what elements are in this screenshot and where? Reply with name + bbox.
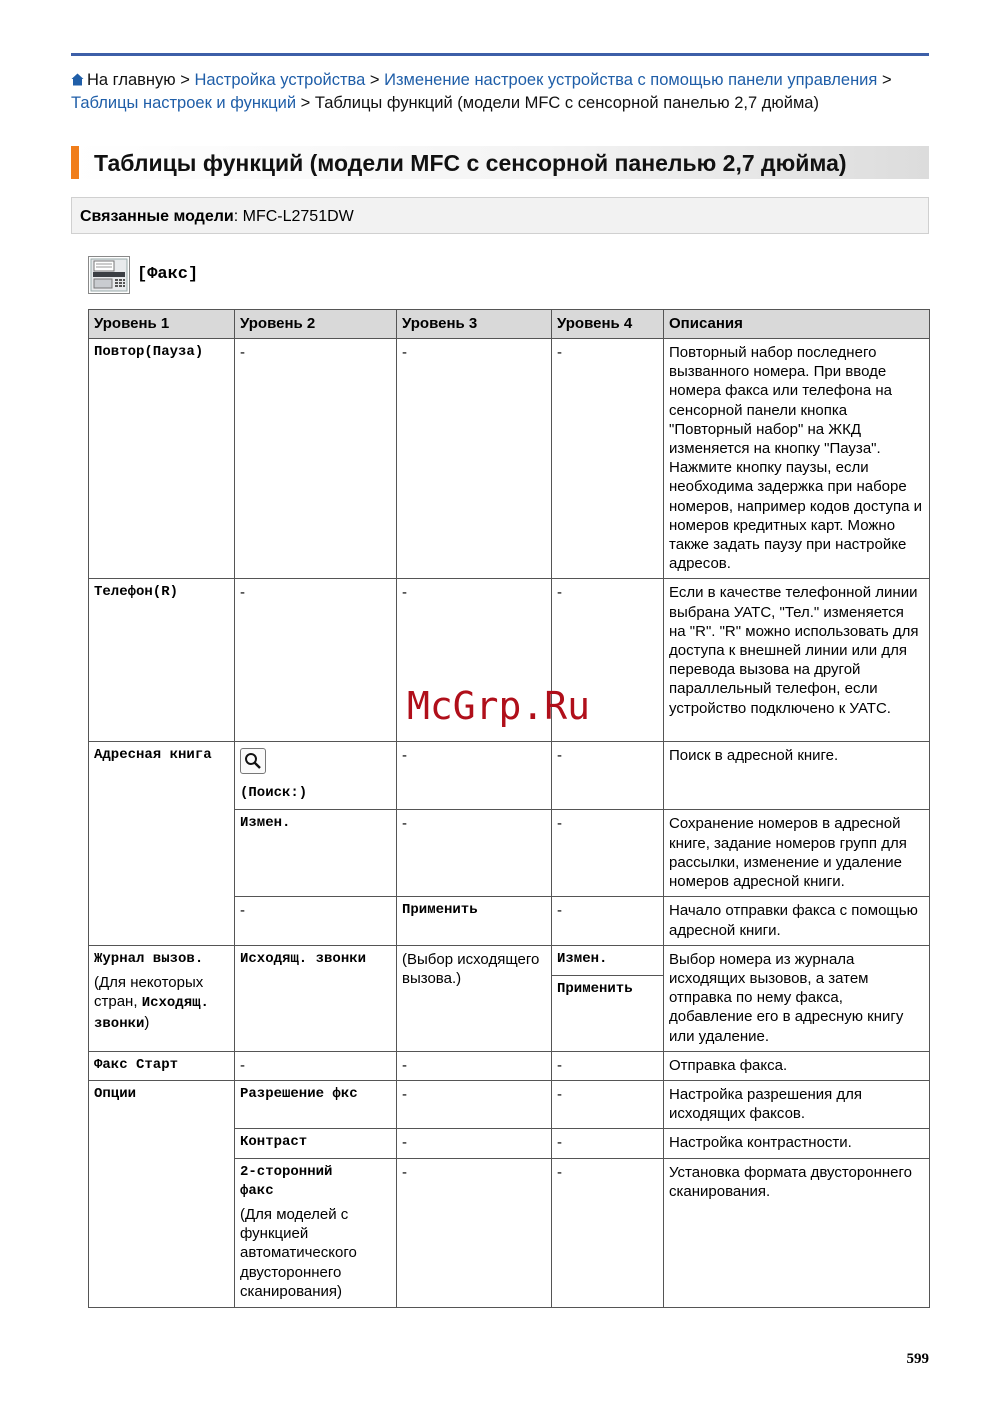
cell-dash: - — [552, 742, 664, 810]
cell-description: Установка формата двустороннего сканирования. — [664, 1158, 930, 1307]
cell-options: Опции — [89, 1081, 235, 1308]
page-number: 599 — [906, 1351, 929, 1367]
table-row — [89, 339, 930, 579]
call-log-edit: Измен. — [552, 946, 663, 976]
watermark: McGrp.Ru — [407, 684, 591, 728]
cell-duplex-fax — [235, 1158, 397, 1307]
fax-icon — [88, 256, 130, 299]
cell-description: Если в качестве телефонной линии выбрана УАТС, "Тел." изменяется на "R". "R" можно использовать для доступа к внешней линии или для перевода вызова на другой параллельный телефон, если устройство подключено к УАТС. — [664, 579, 930, 742]
cell-dash: - — [397, 1081, 552, 1129]
table-row — [89, 945, 930, 1051]
breadcrumb-separator: > — [180, 71, 190, 89]
cell-fax-resolution: Разрешение фкс — [235, 1081, 397, 1129]
call-log-note-mono: Исходящ. звонки — [94, 995, 209, 1033]
cell-dash: - — [552, 897, 664, 945]
cell-call-log-level4 — [552, 945, 664, 1051]
cell-apply: Применить — [397, 897, 552, 945]
cell-dash: - — [235, 897, 397, 945]
cell-dash: - — [397, 579, 552, 742]
breadcrumb-separator: > — [369, 71, 380, 89]
breadcrumb-home[interactable]: На главную — [87, 71, 176, 89]
cell-call-log — [89, 945, 235, 1051]
related-models — [71, 197, 929, 234]
call-log-label: Журнал вызов. — [94, 950, 204, 967]
header-level-4: Уровень 4 — [552, 310, 664, 339]
cell-dash: - — [397, 810, 552, 897]
table-row — [89, 1081, 930, 1129]
call-log-note-suffix: ) — [144, 1014, 150, 1032]
header-description: Описания — [664, 310, 930, 339]
breadcrumb-current: Таблицы функций (модели MFC с сенсорной панелью 2,7 дюйма) — [314, 93, 819, 112]
cell-redial: Повтор(Пауза) — [89, 339, 235, 579]
cell-description: Повторный набор последнего вызванного номера. При вводе номера факса или телефона на сенсорной панели кнопка "Повторный набор" на ЖКД изменяется на кнопку "Пауза". Нажмите кнопку паузы, если необходима задержка при наборе номеров, например кодов доступа и номеров кредитных карт. Можно также задать паузу при настройке адресов. — [664, 339, 930, 579]
section-label: [Факс] — [137, 265, 199, 284]
cell-dash: - — [552, 1051, 664, 1080]
title-accent — [71, 146, 79, 179]
cell-select-outgoing: (Выбор исходящего вызова.) — [397, 945, 552, 1051]
cell-dash: - — [397, 742, 552, 810]
cell-dash: - — [397, 1158, 552, 1307]
cell-outgoing-calls: Исходящ. звонки — [235, 945, 397, 1051]
call-log-apply: Применить — [557, 981, 633, 998]
cell-dash: - — [552, 1158, 664, 1307]
home-icon[interactable] — [71, 71, 84, 93]
cell-edit: Измен. — [235, 810, 397, 897]
cell-description: Начало отправки факса с помощью адресной книги. — [664, 897, 930, 945]
call-log-note — [94, 973, 229, 1035]
table-header-row — [89, 310, 930, 339]
cell-description: Настройка контрастности. — [664, 1129, 930, 1158]
call-log-note-prefix: (Для некоторых стран, — [94, 974, 204, 1011]
cell-dash: - — [397, 1129, 552, 1158]
breadcrumb-link-change-settings[interactable]: Изменение настроек устройства с помощью панели управления — [384, 71, 878, 89]
page-title: Таблицы функций (модели MFC с сенсорной панелью 2,7 дюйма) — [94, 150, 847, 176]
function-table — [88, 309, 930, 1308]
cell-address-book: Адресная книга — [89, 742, 235, 945]
cell-phone: Телефон(R) — [89, 579, 235, 742]
header-level-1: Уровень 1 — [89, 310, 235, 339]
cell-dash: - — [397, 1051, 552, 1080]
cell-contrast: Контраст — [235, 1129, 397, 1158]
related-models-value: : MFC-L2751DW — [233, 208, 354, 225]
cell-dash: - — [235, 1051, 397, 1080]
breadcrumb — [71, 70, 929, 114]
cell-dash: - — [552, 810, 664, 897]
cell-description: Настройка разрешения для исходящих факсов. — [664, 1081, 930, 1129]
search-label: (Поиск:) — [240, 784, 308, 801]
cell-description: Выбор номера из журнала исходящих вызовов, а затем отправка по нему факса, добавление его в адресную книгу или удаление. — [664, 945, 930, 1051]
top-rule — [71, 53, 929, 56]
cell-dash: - — [552, 579, 664, 742]
duplex-label: 2-сторонний факс — [240, 1163, 333, 1199]
breadcrumb-link-settings-tables[interactable]: Таблицы настроек и функций — [71, 93, 297, 112]
cell-dash: - — [552, 339, 664, 579]
cell-search — [235, 742, 397, 810]
cell-dash: - — [235, 339, 397, 579]
cell-description: Сохранение номеров в адресной книге, задание номеров групп для рассылки, изменение и удаление номеров адресной книги. — [664, 810, 930, 897]
header-level-3: Уровень 3 — [397, 310, 552, 339]
header-level-2: Уровень 2 — [235, 310, 397, 339]
cell-dash: - — [397, 339, 552, 579]
cell-fax-start: Факс Старт — [89, 1051, 235, 1080]
cell-dash: - — [552, 1129, 664, 1158]
breadcrumb-separator: > — [300, 93, 311, 112]
cell-description: Отправка факса. — [664, 1051, 930, 1080]
table-row — [89, 742, 930, 810]
related-models-label: Связанные модели — [80, 208, 234, 225]
cell-description: Поиск в адресной книге. — [664, 742, 930, 810]
duplex-note: (Для моделей с функцией автоматического двустороннего сканирования) — [240, 1206, 357, 1300]
search-icon — [244, 752, 262, 770]
cell-dash: - — [552, 1081, 664, 1129]
cell-dash: - — [235, 579, 397, 742]
breadcrumb-separator: > — [881, 71, 892, 89]
table-row — [89, 1051, 930, 1080]
page-title-bar — [71, 146, 929, 179]
breadcrumb-link-device-setup[interactable]: Настройка устройства — [194, 71, 366, 89]
search-button[interactable] — [240, 748, 266, 774]
